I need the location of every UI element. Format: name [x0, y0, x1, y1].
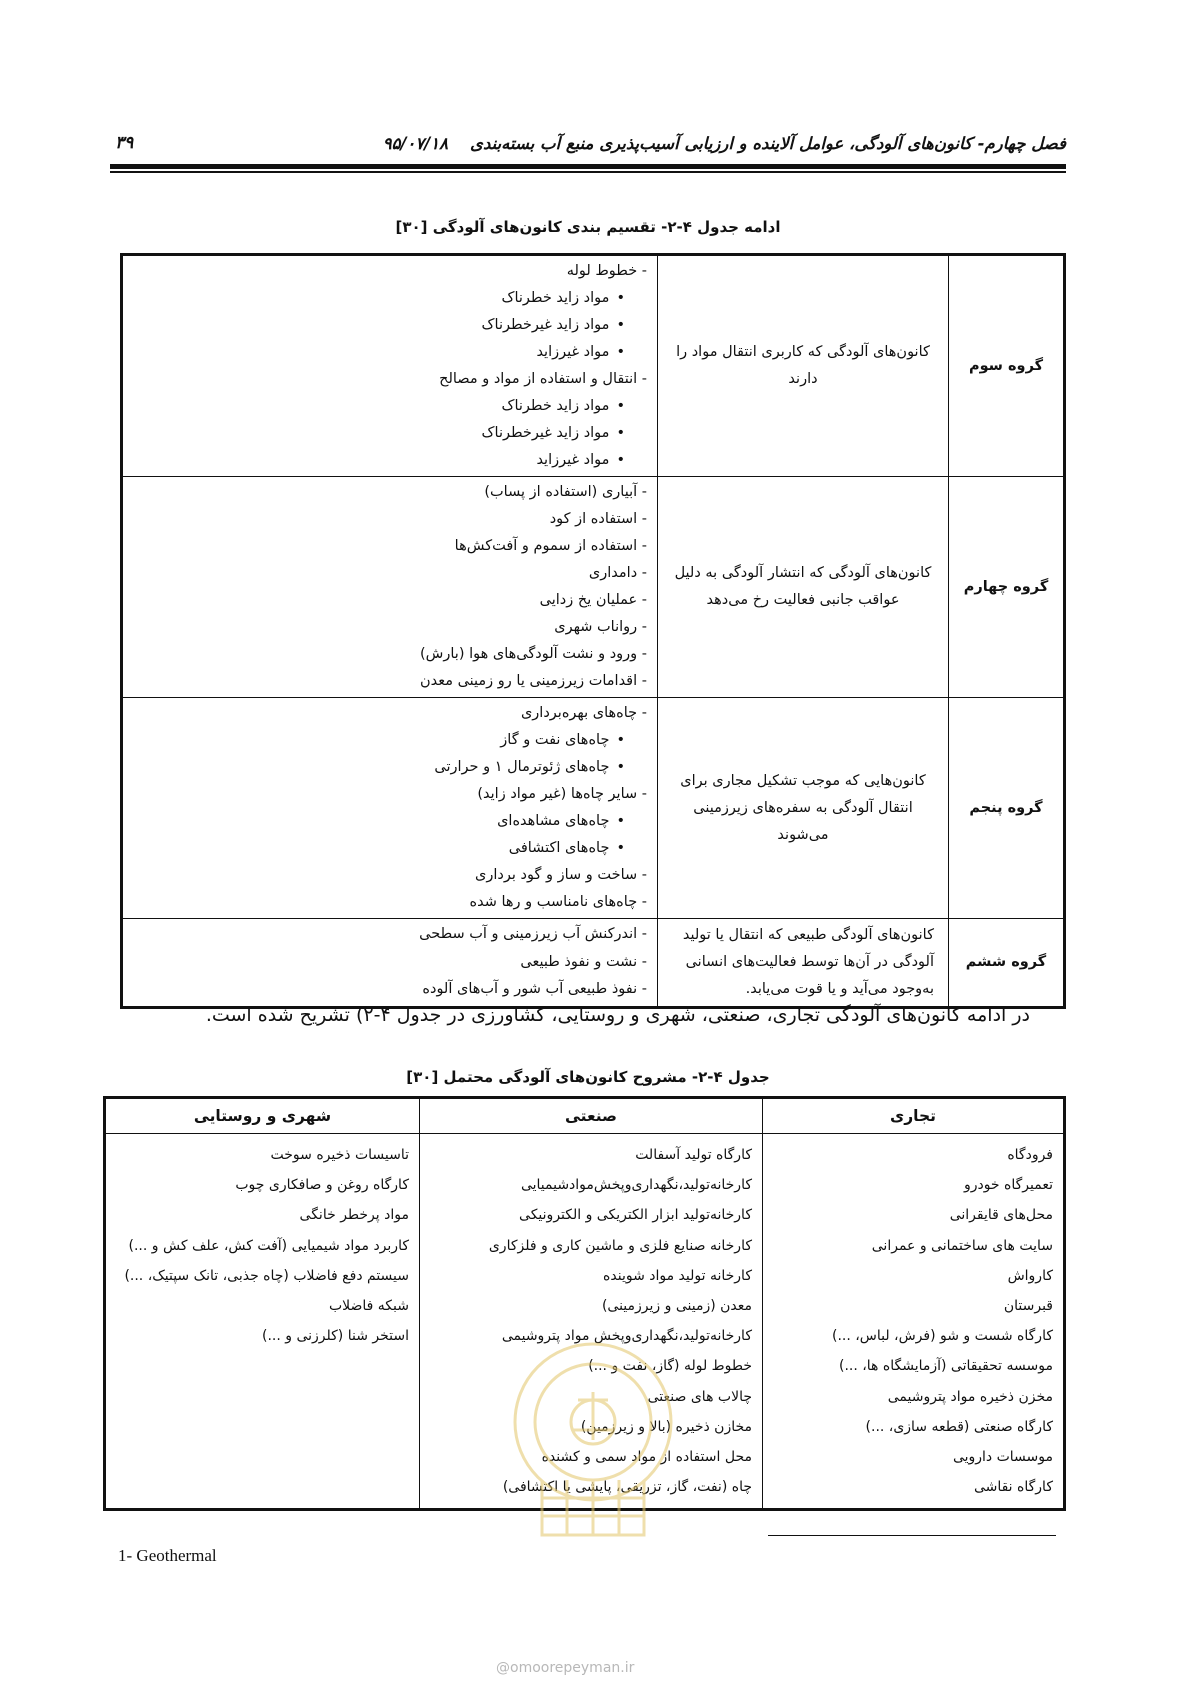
list-item: - سایر چاه‌ها (غیر مواد زاید): [477, 786, 647, 802]
list-item: - ورود و نشت آلودگی‌های هوا (بارش): [420, 646, 647, 662]
list-item: - ساخت و ساز و گود برداری: [475, 867, 647, 883]
group-items: [122, 477, 658, 698]
list-item: محل استفاده از مواد سمی و کشنده: [541, 1449, 752, 1466]
list-item: کارواش: [1007, 1267, 1053, 1284]
group-items: [122, 919, 658, 1008]
list-item: کارخانه صنایع فلزی و ماشین کاری و فلزکاری: [488, 1237, 752, 1254]
table-row: [122, 477, 1065, 698]
sub-item: • چاه‌های ژئوترمال ۱ و حرارتی: [129, 754, 647, 781]
footnote: 1- Geothermal: [118, 1546, 217, 1565]
header-date: ۹۵/۰۷/۱۸: [382, 134, 449, 153]
list-item: - چاه‌های بهره‌برداری: [520, 705, 647, 721]
list-item: تاسیسات ذخیره سوخت: [270, 1147, 409, 1163]
group-name: گروه ششم: [949, 919, 1065, 1008]
column-header-commercial: تجاری: [763, 1098, 1065, 1134]
body-paragraph: در ادامه کانون‌های آلودگی تجاری، صنعتی، شهری و روستایی، کشاورزی در جدول ۴-۲) تشریح شده است.: [205, 1004, 1030, 1026]
group-items: [122, 698, 658, 919]
list-item: معدن (زمینی و زیرزمینی): [601, 1298, 752, 1315]
footnote-rule: [768, 1535, 1056, 1536]
table2-caption: جدول ۴-۲- مشروح کانون‌های آلودگی محتمل [۳۰]: [406, 1068, 770, 1086]
list-item: کارگاه تولید آسفالت: [635, 1147, 752, 1163]
sub-item: • مواد غیرزاید: [129, 447, 647, 474]
header-rule-thin: [110, 171, 1066, 173]
list-item: - استفاده از کود: [549, 511, 647, 527]
list-item: - اقدامات زیرزمینی یا رو زمینی معدن: [419, 673, 647, 689]
list-item: فرودگاه: [1007, 1147, 1053, 1163]
list-item: - دامداری: [588, 565, 647, 581]
list-item: مواد پرخطر خانگی: [299, 1207, 409, 1224]
header-rule: [110, 164, 1066, 169]
list-item: مخازن ذخیره (بالا و زیرزمین): [580, 1418, 752, 1435]
list-item: کارگاه شست و شو (فرش، لباس، ...): [831, 1328, 1053, 1345]
group-name: گروه چهارم: [949, 477, 1065, 698]
list-item: - رواناب شهری: [554, 619, 647, 635]
sub-item: • چاه‌های مشاهده‌ای: [129, 808, 647, 835]
sub-item: • مواد زاید غیرخطرناک: [129, 312, 647, 339]
sub-item: • مواد زاید غیرخطرناک: [129, 420, 647, 447]
list-item: موسسات دارویی: [952, 1449, 1053, 1466]
group-description: کانون‌های آلودگی طبیعی که انتقال یا تولید آلودگی در آن‌ها توسط فعالیت‌های انسانی به‌وجود می‌آید و یا قوت می‌یابد.: [658, 919, 949, 1008]
sub-item: • مواد زاید خطرناک: [129, 285, 647, 312]
list-item: مخزن ذخیره مواد پتروشیمی: [887, 1388, 1053, 1405]
list-item: - آبیاری (استفاده از پساب): [484, 484, 647, 500]
list-item: استخر شنا (کلرزنی و ...): [261, 1328, 409, 1345]
list-item: سایت های ساختمانی و عمرانی: [871, 1237, 1053, 1254]
commercial-list: [763, 1134, 1065, 1510]
table-row: [122, 255, 1065, 477]
list-item: قبرستان: [1003, 1298, 1053, 1315]
sub-item: • چاه‌های اکتشافی: [129, 835, 647, 862]
table-row: [122, 698, 1065, 919]
list-item: کارخانه تولید مواد شوینده: [603, 1267, 752, 1284]
sub-item: • مواد زاید خطرناک: [129, 393, 647, 420]
list-item: کارگاه روغن و صافکاری چوب: [235, 1177, 409, 1194]
list-item: - چاه‌های نامناسب و رها شده: [469, 894, 647, 910]
group-name: گروه سوم: [949, 255, 1065, 477]
list-item: چاه (نفت، گاز، تزریقی، پایشی یا اکتشافی): [502, 1479, 752, 1496]
pollution-groups-table: [120, 253, 1066, 1009]
list-item: - انتقال و استفاده از مواد و مصالح: [439, 371, 647, 387]
table1-caption: ادامه جدول ۴-۲- تقسیم بندی کانون‌های آلودگی [۳۰]: [395, 218, 781, 236]
list-item: کارگاه نقاشی: [973, 1479, 1053, 1496]
list-item: کارگاه صنعتی (قطعه سازی، ...): [865, 1418, 1053, 1435]
group-description: کانون‌های آلودگی که کاربری انتقال مواد را دارند: [658, 255, 949, 477]
urban-rural-list: [105, 1134, 420, 1510]
column-header-urban-rural: شهری و روستایی: [105, 1098, 420, 1134]
list-item: محل‌های قایقرانی: [949, 1207, 1053, 1224]
list-item: - عملیان یخ زدایی: [539, 592, 647, 608]
list-item: - استفاده از سموم و آفت‌کش‌ها: [454, 538, 647, 554]
list-item: کارخانه‌تولید،نگهداری‌وپخش‌موادشیمیایی: [520, 1177, 752, 1194]
list-item: - نشت و نفوذ طبیعی: [520, 953, 647, 970]
table-row: [122, 919, 1065, 1008]
list-item: کاربرد مواد شیمیایی (آفت کش، علف کش و ...): [128, 1237, 409, 1254]
column-header-industrial: صنعتی: [420, 1098, 763, 1134]
chapter-title: فصل چهارم- کانون‌های آلودگی، عوامل آلاینده و ارزیابی آسیب‌پذیری منبع آب بسته‌بندی۹۵/۰۷/۱۸: [382, 134, 1066, 153]
sub-item: • چاه‌های نفت و گاز: [129, 727, 647, 754]
list-item: موسسه تحقیقاتی (آزمایشگاه ها، ...): [839, 1358, 1053, 1375]
list-item: تعمیرگاه خودرو: [963, 1177, 1053, 1194]
list-item: - نفوذ طبیعی آب شور و آب‌های آلوده: [422, 981, 647, 997]
watermark-url: @omoorepeyman.ir: [496, 1660, 635, 1676]
list-item: چالاب های صنعتی: [647, 1388, 752, 1405]
page-header: [110, 128, 1066, 160]
group-items: [122, 255, 658, 477]
group-description: کانون‌های آلودگی که انتشار آلودگی به دلیل عواقب جانبی فعالیت رخ می‌دهد: [658, 477, 949, 698]
list-item: - اندرکنش آب زیرزمینی و آب سطحی: [419, 926, 647, 942]
list-item: خطوط لوله (گاز، نفت و ...): [588, 1358, 752, 1375]
list-item: - خطوط لوله: [566, 263, 647, 279]
group-description: کانون‌هایی که موجب تشکیل مجاری برای انتقال آلودگی به سفره‌های زیرزمینی می‌شوند: [658, 698, 949, 919]
table-header-row: [105, 1098, 1065, 1134]
engineering-seal-icon: [482, 1330, 704, 1540]
sub-item: • مواد غیرزاید: [129, 339, 647, 366]
list-item: کارخانه‌تولید،نگهداری‌وپخش مواد پتروشیمی: [501, 1328, 752, 1345]
list-item: شبکه فاضلاب: [328, 1298, 409, 1315]
list-item: کارخانه‌تولید ابزار الکتریکی و الکترونیکی: [519, 1207, 752, 1224]
list-item: سیستم دفع فاضلاب (چاه جذبی، تانک سپتیک، ...): [124, 1267, 409, 1284]
page-number: ۳۹: [115, 133, 134, 153]
group-name: گروه پنجم: [949, 698, 1065, 919]
